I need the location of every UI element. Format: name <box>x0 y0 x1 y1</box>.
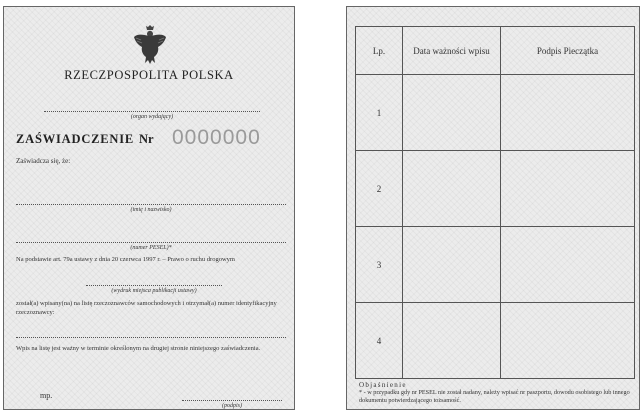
validity-date-cell <box>403 303 501 379</box>
validity-date-cell <box>403 151 501 227</box>
validity-text: Wpis na listę jest ważny w terminie określonym na drugiej stronie niniejszego zaświadczenia. <box>16 345 261 352</box>
organ-line <box>44 111 260 112</box>
certificate-back-page <box>346 6 640 410</box>
entered-text: został(a) wpisany(na) na listę rzeczoznawców samochodowych i otrzymał(a) numer identyfikacyjny rzeczoznawcy: <box>16 300 277 316</box>
row-number: 2 <box>356 151 403 227</box>
table-row <box>356 151 635 227</box>
header-signature-stamp: Podpis Pieczątka <box>501 27 635 75</box>
table-row <box>356 227 635 303</box>
place-label: mp. <box>40 391 53 400</box>
note-title: Objaśnienie <box>359 381 407 389</box>
signature-caption: (podpis) <box>222 403 242 409</box>
signature-cell <box>501 303 635 379</box>
note-text: * - w przypadku gdy nr PESEL nie został nadany, należy wpisać nr paszportu, dowodu osobistego lub innego dokumentu potwierdzającego tożsamość. <box>359 389 630 404</box>
legal-basis-text: Na podstawie art. 79a ustawy z dnia 20 czerwca 1997 r. – Prawo o ruchu drogowym <box>16 256 235 263</box>
certificate-front-page <box>3 6 295 410</box>
publication-line <box>86 285 222 286</box>
certificate-number: 0000000 <box>172 126 261 149</box>
row-number: 1 <box>356 75 403 151</box>
pesel-line <box>16 242 286 243</box>
name-line <box>16 204 286 205</box>
document-title: RZECZPOSPOLITA POLSKA <box>64 68 234 82</box>
signature-cell <box>501 151 635 227</box>
header-validity-date: Data ważności wpisu <box>403 27 501 75</box>
signature-cell <box>501 227 635 303</box>
validity-table <box>355 26 635 379</box>
table-row <box>356 303 635 379</box>
identifier-line <box>16 337 286 338</box>
pesel-caption: (numer PESEL)* <box>130 245 172 251</box>
organ-caption: (organ wydający) <box>130 114 174 120</box>
polish-eagle-emblem-icon <box>132 25 168 65</box>
validity-date-cell <box>403 227 501 303</box>
name-caption: (imię i nazwisko) <box>130 207 172 213</box>
row-number: 4 <box>356 303 403 379</box>
table-header-row <box>356 27 635 75</box>
validity-date-cell <box>403 75 501 151</box>
signature-cell <box>501 75 635 151</box>
certifies-text: Zaświadcza się, że: <box>16 157 71 165</box>
number-label: Nr <box>139 132 154 146</box>
table-row <box>356 75 635 151</box>
publication-caption: (wydruk miejsca publikacji ustawy) <box>111 288 197 294</box>
signature-line <box>182 400 282 401</box>
certificate-label: ZAŚWIADCZENIE <box>16 132 135 146</box>
row-number: 3 <box>356 227 403 303</box>
header-lp: Lp. <box>356 27 403 75</box>
